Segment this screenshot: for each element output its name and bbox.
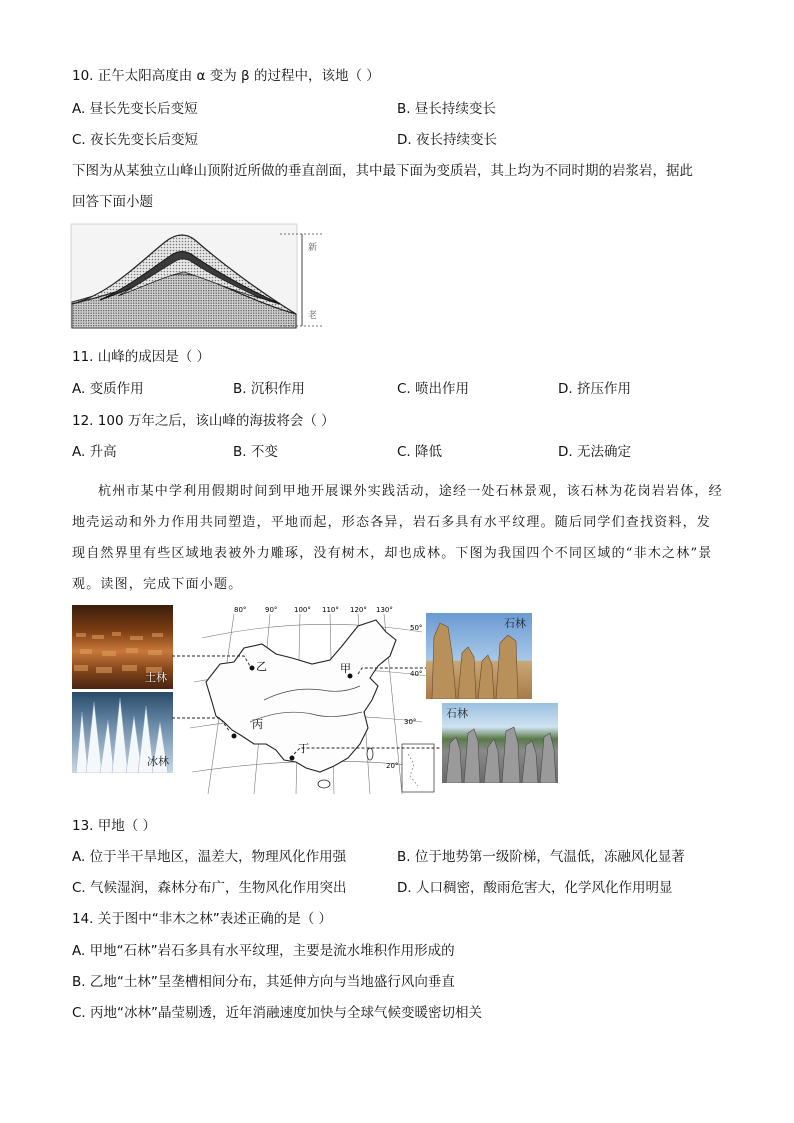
lon-80: 80° xyxy=(234,606,247,614)
location-yi-dot xyxy=(250,666,255,671)
shilin-top-photo xyxy=(426,613,532,699)
label-ding: 丁 xyxy=(298,742,309,755)
location-bing-dot xyxy=(232,734,237,739)
q12-stem: 12. 100 万年之后，该山峰的海拔将会（ ） xyxy=(72,413,335,429)
label-new: 新 xyxy=(308,243,318,253)
lon-110: 110° xyxy=(322,606,339,614)
intro-line-1: 下图为从某独立山峰山顶附近所做的垂直剖面，其中最下面为变质岩，其上均为不同时期的岩浆岩，据此 xyxy=(72,163,693,179)
reading-passage: 杭州市某中学利用假期时间到甲地开展课外实践活动，途经一处石林景观，该石林为花岗岩岩体，经地壳运动和外力作用共同塑造，平地而起，形态各异，岩石多具有水平纹理。随后同学们查找资料，发现自然界里有些区域地表被外力雕琢，没有树木，却也成林。下图为我国四个不同区域的“非木之林”景观。读图，完成下面小题。 xyxy=(72,484,723,592)
q14-option-b: B. 乙地“土林”呈垄槽相间分布，其延伸方向与当地盛行风向垂直 xyxy=(72,974,455,990)
label-bing: 丙 xyxy=(252,718,263,731)
q12-option-c: C. 降低 xyxy=(397,444,443,460)
q14-stem: 14. 关于图中“非木之林”表述正确的是（ ） xyxy=(72,911,333,927)
q12-option-b: B. 不变 xyxy=(233,444,278,460)
lat-40: 40° xyxy=(410,670,423,678)
q13-stem: 13. 甲地（ ） xyxy=(72,818,157,834)
leader-binglin xyxy=(172,718,230,732)
q10-option-c: C. 夜长先变长后变短 xyxy=(72,132,199,148)
q10-stem: 10. 正午太阳高度由 α 变为 β 的过程中，该地（ ） xyxy=(72,68,380,84)
tulin-photo xyxy=(72,605,173,689)
mountain-cross-section-figure xyxy=(70,222,326,332)
label-yi: 乙 xyxy=(256,660,267,673)
q13-option-d: D. 人口稠密，酸雨危害大，化学风化作用明显 xyxy=(397,880,673,896)
shilin-top-label: 石林 xyxy=(504,617,526,630)
lat-50: 50° xyxy=(410,624,423,632)
lon-100: 100° xyxy=(294,606,311,614)
q10-option-a: A. 昼长先变长后变短 xyxy=(72,101,198,117)
q13-option-b: B. 位于地势第一级阶梯，气温低，冻融风化显著 xyxy=(397,849,685,865)
tulin-label: 土林 xyxy=(145,671,167,684)
china-map xyxy=(172,604,440,796)
location-ding-dot xyxy=(290,756,295,761)
lat-30: 30° xyxy=(404,718,417,726)
taiwan-island xyxy=(367,748,373,760)
q13-option-a: A. 位于半干旱地区，温差大，物理风化作用强 xyxy=(72,849,347,865)
shilin-bottom-label: 石林 xyxy=(446,707,468,720)
q14-option-a: A. 甲地“石林”岩石多具有水平纹理，主要是流水堆积作用形成的 xyxy=(72,943,455,959)
label-jia: 甲 xyxy=(340,662,351,675)
q14-option-c: C. 丙地“冰林”晶莹剔透，近年消融速度加快与全球气候变暖密切相关 xyxy=(72,1005,482,1021)
binglin-label: 冰林 xyxy=(147,755,169,768)
south-sea-inset xyxy=(402,744,434,792)
lon-120: 120° xyxy=(350,606,367,614)
q11-stem: 11. 山峰的成因是（ ） xyxy=(72,349,211,365)
q12-option-a: A. 升高 xyxy=(72,444,117,460)
q11-option-b: B. 沉积作用 xyxy=(233,381,305,397)
q11-option-a: A. 变质作用 xyxy=(72,381,144,397)
q12-option-d: D. 无法确定 xyxy=(558,444,631,460)
q13-option-c: C. 气候湿润，森林分布广，生物风化作用突出 xyxy=(72,880,347,896)
q11-option-d: D. 挤压作用 xyxy=(558,381,631,397)
q10-option-b: B. 昼长持续变长 xyxy=(397,101,496,117)
lon-130: 130° xyxy=(376,606,393,614)
intro-line-2: 回答下面小题 xyxy=(72,194,153,210)
q11-option-c: C. 喷出作用 xyxy=(397,381,470,397)
hainan-island xyxy=(318,780,330,788)
q10-option-d: D. 夜长持续变长 xyxy=(397,132,497,148)
binglin-photo xyxy=(72,692,173,773)
label-old: 老 xyxy=(308,311,318,321)
lat-20: 20° xyxy=(386,762,399,770)
lon-90: 90° xyxy=(265,606,278,614)
shilin-bottom-photo xyxy=(442,703,558,783)
